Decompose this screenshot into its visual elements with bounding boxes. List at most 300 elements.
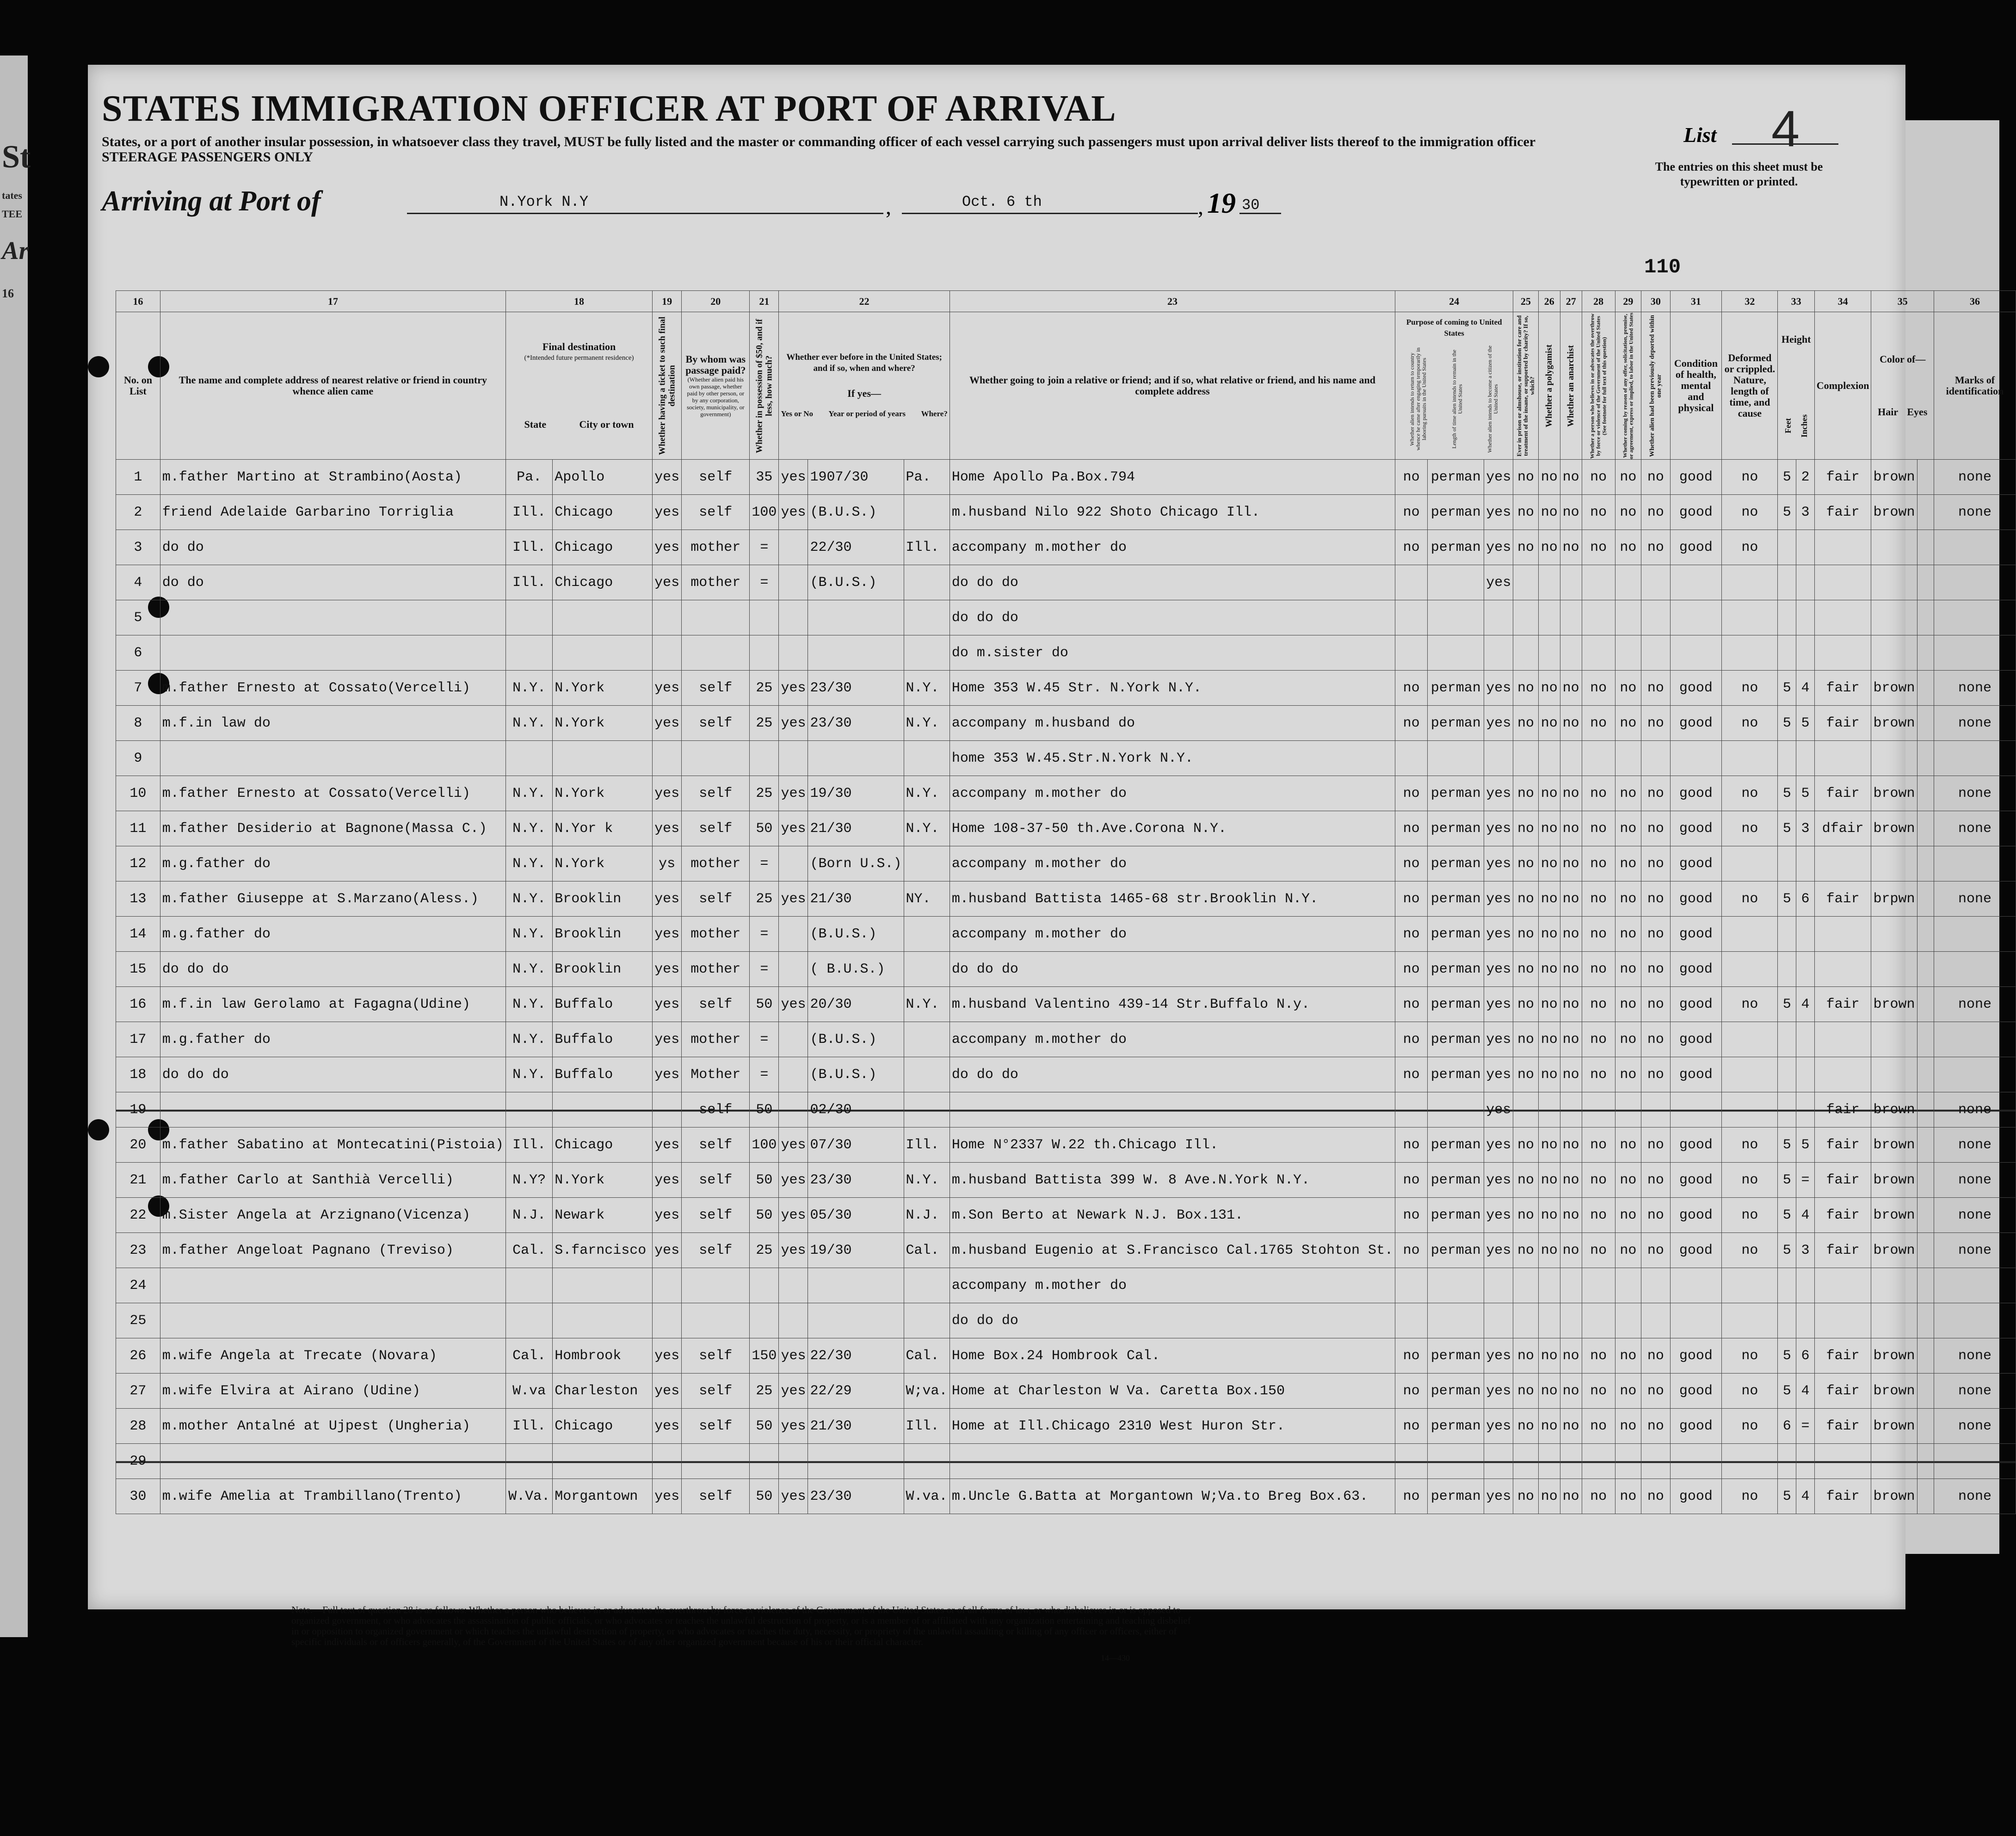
ticket-cell: yes [653, 1233, 682, 1268]
manifest-row [116, 987, 2016, 1022]
line-number-cell: 29 [116, 1444, 160, 1479]
anarchist-cell: no [1560, 1409, 1582, 1444]
intends-citizen-cell: yes [1484, 530, 1513, 565]
complexion-cell: fair [1814, 1479, 1871, 1514]
ticket-cell: yes [653, 1127, 682, 1163]
hair-color-cell: brpwn [1871, 881, 1917, 917]
question-28-cell: no [1582, 1479, 1615, 1514]
deported-cell: no [1641, 846, 1670, 881]
deported-cell: no [1641, 671, 1670, 706]
deformed-cell: no [1722, 706, 1778, 741]
dest-state-cell: W.va [506, 1374, 552, 1409]
deformed-cell: no [1722, 987, 1778, 1022]
money-cell: 50 [750, 1198, 779, 1233]
dest-state-cell: N.Y. [506, 846, 552, 881]
identification-marks-cell [1934, 1444, 2016, 1479]
intends-citizen-cell: yes [1484, 1409, 1513, 1444]
polygamist-cell: no [1538, 811, 1560, 846]
dest-state-cell: N.Y. [506, 881, 552, 917]
passage-paid-by-cell: self [682, 881, 750, 917]
manifest-row [116, 1022, 2016, 1057]
where-before-cell [904, 600, 949, 635]
money-cell: 35 [750, 460, 779, 495]
manifest-row [116, 1092, 2016, 1127]
hair-color-cell: brown [1871, 706, 1917, 741]
money-cell: 50 [750, 1409, 779, 1444]
been-before-cell [779, 1444, 808, 1479]
deformed-cell [1722, 917, 1778, 952]
prison-cell [1513, 600, 1538, 635]
ticket-cell: yes [653, 811, 682, 846]
polygamist-cell: no [1538, 952, 1560, 987]
identification-marks-cell: none [1934, 776, 2016, 811]
height-feet-cell [1778, 1022, 1796, 1057]
joining-relative-cell: accompany m.mother do [949, 776, 1395, 811]
height-feet-cell: 5 [1778, 1127, 1796, 1163]
identification-marks-cell [1934, 600, 2016, 635]
dest-state-cell: Ill. [506, 565, 552, 600]
deformed-cell: no [1722, 1479, 1778, 1514]
anarchist-cell: no [1560, 952, 1582, 987]
intends-return-cell: no [1395, 1057, 1428, 1092]
deported-cell [1641, 635, 1670, 671]
years-before-cell: (B.U.S.) [808, 495, 904, 530]
deformed-cell: no [1722, 776, 1778, 811]
dest-state-cell: N.Y. [506, 1057, 552, 1092]
polygamist-cell: no [1538, 1233, 1560, 1268]
relative-address-cell: m.father Ernesto at Cossato(Vercelli) [160, 671, 506, 706]
deported-cell: no [1641, 1057, 1670, 1092]
complexion-cell: fair [1814, 776, 1871, 811]
passage-paid-by-cell: self [682, 1092, 750, 1127]
question-28-cell: no [1582, 1374, 1615, 1409]
relative-address-cell: m.wife Angela at Trecate (Novara) [160, 1338, 506, 1374]
length-of-stay-cell: perman [1428, 1479, 1484, 1514]
years-before-cell [808, 600, 904, 635]
complexion-cell: fair [1814, 1233, 1871, 1268]
deported-cell [1641, 1444, 1670, 1479]
height-feet-cell: 5 [1778, 706, 1796, 741]
anarchist-cell [1560, 741, 1582, 776]
deported-cell [1641, 1268, 1670, 1303]
identification-marks-cell: none [1934, 671, 2016, 706]
deformed-cell: no [1722, 1338, 1778, 1374]
anarchist-cell [1560, 1268, 1582, 1303]
been-before-cell: yes [779, 1374, 808, 1409]
ticket-cell: yes [653, 917, 682, 952]
line-number-cell: 30 [116, 1479, 160, 1514]
health-cell [1670, 1092, 1722, 1127]
years-before-cell: 21/30 [808, 1409, 904, 1444]
been-before-cell [779, 1092, 808, 1127]
intends-return-cell: no [1395, 1409, 1428, 1444]
health-cell: good [1670, 1479, 1722, 1514]
intends-citizen-cell: yes [1484, 495, 1513, 530]
height-inches-cell [1796, 741, 1815, 776]
height-inches-cell: 3 [1796, 811, 1815, 846]
hair-color-cell: brown [1871, 1127, 1917, 1163]
complexion-cell: fair [1814, 1092, 1871, 1127]
deformed-cell [1722, 600, 1778, 635]
joining-relative-cell: accompany m.mother do [949, 1022, 1395, 1057]
ticket-cell: yes [653, 1057, 682, 1092]
line-number-cell: 12 [116, 846, 160, 881]
height-inches-cell: = [1796, 1163, 1815, 1198]
line-number-cell: 8 [116, 706, 160, 741]
height-feet-cell: 5 [1778, 1479, 1796, 1514]
form-title: STATES IMMIGRATION OFFICER AT PORT OF ARRIVAL [102, 88, 1116, 129]
col-join-relative: Whether going to join a relative or friend; and if so, what relative or friend, and his name and complete address [949, 312, 1395, 460]
intends-return-cell: no [1395, 530, 1428, 565]
identification-marks-cell: none [1934, 1338, 2016, 1374]
labor-offer-cell: no [1615, 1057, 1641, 1092]
polygamist-cell: no [1538, 1198, 1560, 1233]
joining-relative-cell: accompany m.husband do [949, 706, 1395, 741]
deported-cell: no [1641, 917, 1670, 952]
ticket-cell: ys [653, 846, 682, 881]
where-before-cell: Pa. [904, 460, 949, 495]
years-before-cell: 22/30 [808, 530, 904, 565]
deported-cell: no [1641, 495, 1670, 530]
identification-marks-cell: none [1934, 495, 2016, 530]
relative-address-cell [160, 741, 506, 776]
where-before-cell [904, 1057, 949, 1092]
column-number-row: 16 17 18 19 20 21 22 23 24 25 26 27 28 29 30 31 32 33 34 35 36 [116, 291, 2016, 312]
question-28-cell [1582, 1303, 1615, 1338]
dest-city-cell: N.York [553, 776, 653, 811]
identification-marks-cell [1934, 917, 2016, 952]
col-health: Condition of health, mental and physical [1670, 312, 1722, 460]
eye-color-cell [1917, 495, 1934, 530]
joining-relative-cell: Home N°2337 W.22 th.Chicago Ill. [949, 1127, 1395, 1163]
labor-offer-cell: no [1615, 706, 1641, 741]
joining-relative-cell: m.husband Eugenio at S.Francisco Cal.1765 Stohton St. [949, 1233, 1395, 1268]
height-feet-cell: 5 [1778, 811, 1796, 846]
health-cell: good [1670, 811, 1722, 846]
dest-city-cell [553, 1303, 653, 1338]
labor-offer-cell: no [1615, 952, 1641, 987]
ticket-cell: yes [653, 495, 682, 530]
anarchist-cell: no [1560, 1198, 1582, 1233]
length-of-stay-cell: perman [1428, 846, 1484, 881]
dest-city-cell: Brooklin [553, 952, 653, 987]
intends-return-cell: no [1395, 1022, 1428, 1057]
list-label: List [1683, 123, 1717, 147]
labor-offer-cell: no [1615, 1233, 1641, 1268]
dest-city-cell: Brooklin [553, 917, 653, 952]
height-inches-cell [1796, 1303, 1815, 1338]
passage-paid-by-cell [682, 1444, 750, 1479]
length-of-stay-cell: perman [1428, 1409, 1484, 1444]
deported-cell: no [1641, 1233, 1670, 1268]
where-before-cell [904, 1303, 949, 1338]
complexion-cell [1814, 1057, 1871, 1092]
question-28-cell [1582, 1268, 1615, 1303]
col-ticket: Whether having a ticket to such final destination [653, 312, 682, 460]
polygamist-cell: no [1538, 987, 1560, 1022]
col-polygamist: Whether a polygamist [1538, 312, 1560, 460]
hair-color-cell [1871, 600, 1917, 635]
arrival-date: Oct. 6 th [962, 193, 1042, 210]
relative-address-cell: m.father Desiderio at Bagnone(Massa C.) [160, 811, 506, 846]
dest-city-cell [553, 1092, 653, 1127]
complexion-cell [1814, 565, 1871, 600]
where-before-cell [904, 741, 949, 776]
complexion-cell: fair [1814, 881, 1871, 917]
manifest-row [116, 741, 2016, 776]
passage-paid-by-cell: mother [682, 1022, 750, 1057]
height-feet-cell [1778, 952, 1796, 987]
col-prison: Ever in prison or almshouse, or institution for care and treatment of the insane, or supported by charity? If so, which? [1513, 312, 1538, 460]
health-cell [1670, 600, 1722, 635]
col-height: Height Feet Inches [1778, 312, 1814, 460]
col-complexion: Complexion [1814, 312, 1871, 460]
intends-citizen-cell: yes [1484, 846, 1513, 881]
joining-relative-cell: accompany m.mother do [949, 530, 1395, 565]
passage-paid-by-cell: mother [682, 952, 750, 987]
deformed-cell [1722, 565, 1778, 600]
labor-offer-cell: no [1615, 1338, 1641, 1374]
polygamist-cell: no [1538, 495, 1560, 530]
length-of-stay-cell: perman [1428, 776, 1484, 811]
manifest-row [116, 1444, 2016, 1479]
money-cell: = [750, 565, 779, 600]
identification-marks-cell: none [1934, 881, 2016, 917]
years-before-cell: ( B.U.S.) [808, 952, 904, 987]
hair-color-cell: brown [1871, 460, 1917, 495]
been-before-cell: yes [779, 495, 808, 530]
identification-marks-cell: none [1934, 1233, 2016, 1268]
money-cell: 50 [750, 987, 779, 1022]
manifest-row [116, 952, 2016, 987]
intends-citizen-cell [1484, 1303, 1513, 1338]
length-of-stay-cell: perman [1428, 1057, 1484, 1092]
intends-citizen-cell: yes [1484, 565, 1513, 600]
ticket-cell [653, 600, 682, 635]
complexion-cell: fair [1814, 1198, 1871, 1233]
identification-marks-cell [1934, 741, 2016, 776]
height-feet-cell [1778, 565, 1796, 600]
prison-cell: no [1513, 952, 1538, 987]
years-before-cell: 20/30 [808, 987, 904, 1022]
health-cell: good [1670, 1163, 1722, 1198]
passage-paid-by-cell: mother [682, 565, 750, 600]
height-feet-cell [1778, 1057, 1796, 1092]
prison-cell [1513, 1444, 1538, 1479]
deported-cell [1641, 1092, 1670, 1127]
complexion-cell: dfair [1814, 811, 1871, 846]
deported-cell: no [1641, 706, 1670, 741]
punch-hole [88, 356, 109, 377]
complexion-cell: fair [1814, 1163, 1871, 1198]
hair-color-cell: brown [1871, 671, 1917, 706]
polygamist-cell: no [1538, 917, 1560, 952]
height-feet-cell: 5 [1778, 1163, 1796, 1198]
height-inches-cell [1796, 846, 1815, 881]
passage-paid-by-cell: self [682, 1409, 750, 1444]
manifest-row [116, 1374, 2016, 1409]
question-28-cell: no [1582, 706, 1615, 741]
manifest-row [116, 1233, 2016, 1268]
length-of-stay-cell: perman [1428, 1374, 1484, 1409]
anarchist-cell: no [1560, 1374, 1582, 1409]
complexion-cell [1814, 530, 1871, 565]
been-before-cell: yes [779, 706, 808, 741]
been-before-cell [779, 600, 808, 635]
col-question-28: Whether a person who believes in or advocates the overthrow by force or violence of the Government of the United States (See footnote for full text of this question) [1582, 312, 1615, 460]
prison-cell: no [1513, 846, 1538, 881]
years-before-cell: 1907/30 [808, 460, 904, 495]
where-before-cell: N.Y. [904, 811, 949, 846]
deformed-cell [1722, 1303, 1778, 1338]
years-before-cell [808, 1444, 904, 1479]
relative-address-cell: m.Sister Angela at Arzignano(Vicenza) [160, 1198, 506, 1233]
col-color: Color of— Hair Eyes [1871, 312, 1934, 460]
height-inches-cell [1796, 1092, 1815, 1127]
length-of-stay-cell [1428, 1268, 1484, 1303]
height-feet-cell: 5 [1778, 460, 1796, 495]
dest-state-cell: N.Y. [506, 671, 552, 706]
intends-citizen-cell: yes [1484, 1022, 1513, 1057]
question-28-cell: no [1582, 1022, 1615, 1057]
dest-state-cell: N.J. [506, 1198, 552, 1233]
intends-return-cell: no [1395, 811, 1428, 846]
hair-color-cell: brown [1871, 1233, 1917, 1268]
anarchist-cell: no [1560, 495, 1582, 530]
intends-citizen-cell: yes [1484, 776, 1513, 811]
question-28-cell: no [1582, 495, 1615, 530]
been-before-cell [779, 917, 808, 952]
dest-city-cell: S.farncisco [553, 1233, 653, 1268]
deported-cell: no [1641, 1163, 1670, 1198]
where-before-cell: N.Y. [904, 987, 949, 1022]
years-before-cell: 23/30 [808, 1163, 904, 1198]
deformed-cell: no [1722, 1127, 1778, 1163]
money-cell: = [750, 846, 779, 881]
complexion-cell [1814, 1444, 1871, 1479]
dest-city-cell: Chicago [553, 530, 653, 565]
polygamist-cell: no [1538, 1479, 1560, 1514]
labor-offer-cell: no [1615, 530, 1641, 565]
passage-paid-by-cell: self [682, 1198, 750, 1233]
hair-color-cell: brown [1871, 1163, 1917, 1198]
height-feet-cell [1778, 600, 1796, 635]
been-before-cell: yes [779, 776, 808, 811]
manifest-row [116, 1338, 2016, 1374]
relative-address-cell: do do [160, 565, 506, 600]
dest-city-cell: Buffalo [553, 1022, 653, 1057]
height-feet-cell: 5 [1778, 495, 1796, 530]
money-cell: 25 [750, 706, 779, 741]
deformed-cell: no [1722, 460, 1778, 495]
anarchist-cell: no [1560, 917, 1582, 952]
complexion-cell: fair [1814, 706, 1871, 741]
eye-color-cell [1917, 1409, 1934, 1444]
height-inches-cell: 6 [1796, 1338, 1815, 1374]
identification-marks-cell: none [1934, 1479, 2016, 1514]
hair-color-cell: brown [1871, 1092, 1917, 1127]
intends-citizen-cell: yes [1484, 1479, 1513, 1514]
passage-paid-by-cell: self [682, 1127, 750, 1163]
eye-color-cell [1917, 565, 1934, 600]
relative-address-cell [160, 1092, 506, 1127]
prison-cell: no [1513, 530, 1538, 565]
line-number-cell: 19 [116, 1092, 160, 1127]
manifest-row [116, 1057, 2016, 1092]
relative-address-cell [160, 635, 506, 671]
eye-color-cell [1917, 671, 1934, 706]
identification-marks-cell [1934, 635, 2016, 671]
eye-color-cell [1917, 1057, 1934, 1092]
eye-color-cell [1917, 1198, 1934, 1233]
dest-city-cell: N.York [553, 1163, 653, 1198]
been-before-cell [779, 1022, 808, 1057]
money-cell: = [750, 952, 779, 987]
prison-cell: no [1513, 1338, 1538, 1374]
relative-address-cell: m.f.in law Gerolamo at Fagagna(Udine) [160, 987, 506, 1022]
line-number-cell: 9 [116, 741, 160, 776]
height-feet-cell: 6 [1778, 1409, 1796, 1444]
col-no-on-list: No. on List [116, 312, 160, 460]
length-of-stay-cell: perman [1428, 1127, 1484, 1163]
deformed-cell: no [1722, 530, 1778, 565]
hair-color-cell [1871, 1268, 1917, 1303]
identification-marks-cell: none [1934, 1092, 2016, 1127]
anarchist-cell: no [1560, 706, 1582, 741]
dest-state-cell: Ill. [506, 1409, 552, 1444]
question-28-cell: no [1582, 952, 1615, 987]
dest-city-cell: Morgantown [553, 1479, 653, 1514]
eye-color-cell [1917, 1233, 1934, 1268]
complexion-cell: fair [1814, 1409, 1871, 1444]
height-feet-cell: 5 [1778, 671, 1796, 706]
height-feet-cell: 5 [1778, 776, 1796, 811]
hair-color-cell [1871, 635, 1917, 671]
where-before-cell: N.Y. [904, 671, 949, 706]
question-28-cell: no [1582, 1338, 1615, 1374]
height-inches-cell: 4 [1796, 1374, 1815, 1409]
page-number: 110 [1644, 256, 1681, 279]
intends-return-cell: no [1395, 706, 1428, 741]
years-before-cell: (B.U.S.) [808, 1022, 904, 1057]
length-of-stay-cell: perman [1428, 881, 1484, 917]
deported-cell [1641, 600, 1670, 635]
ticket-cell [653, 1444, 682, 1479]
intends-return-cell: no [1395, 846, 1428, 881]
sheet-note: The entries on this sheet must be typewritten or printed. [1655, 160, 1823, 188]
health-cell: good [1670, 530, 1722, 565]
health-cell [1670, 1444, 1722, 1479]
length-of-stay-cell: perman [1428, 706, 1484, 741]
been-before-cell: yes [779, 1198, 808, 1233]
deformed-cell: no [1722, 1374, 1778, 1409]
manifest-row [116, 881, 2016, 917]
intends-citizen-cell: yes [1484, 706, 1513, 741]
identification-marks-cell: none [1934, 1374, 2016, 1409]
intends-return-cell: no [1395, 1233, 1428, 1268]
eye-color-cell [1917, 1022, 1934, 1057]
intends-citizen-cell: yes [1484, 987, 1513, 1022]
joining-relative-cell: m.Son Berto at Newark N.J. Box.131. [949, 1198, 1395, 1233]
money-cell: = [750, 917, 779, 952]
anarchist-cell [1560, 600, 1582, 635]
hair-color-cell: brown [1871, 1479, 1917, 1514]
money-cell [750, 1268, 779, 1303]
where-before-cell: W.va. [904, 1479, 949, 1514]
eye-color-cell [1917, 811, 1934, 846]
deformed-cell: no [1722, 1198, 1778, 1233]
manifest-row [116, 1303, 2016, 1338]
